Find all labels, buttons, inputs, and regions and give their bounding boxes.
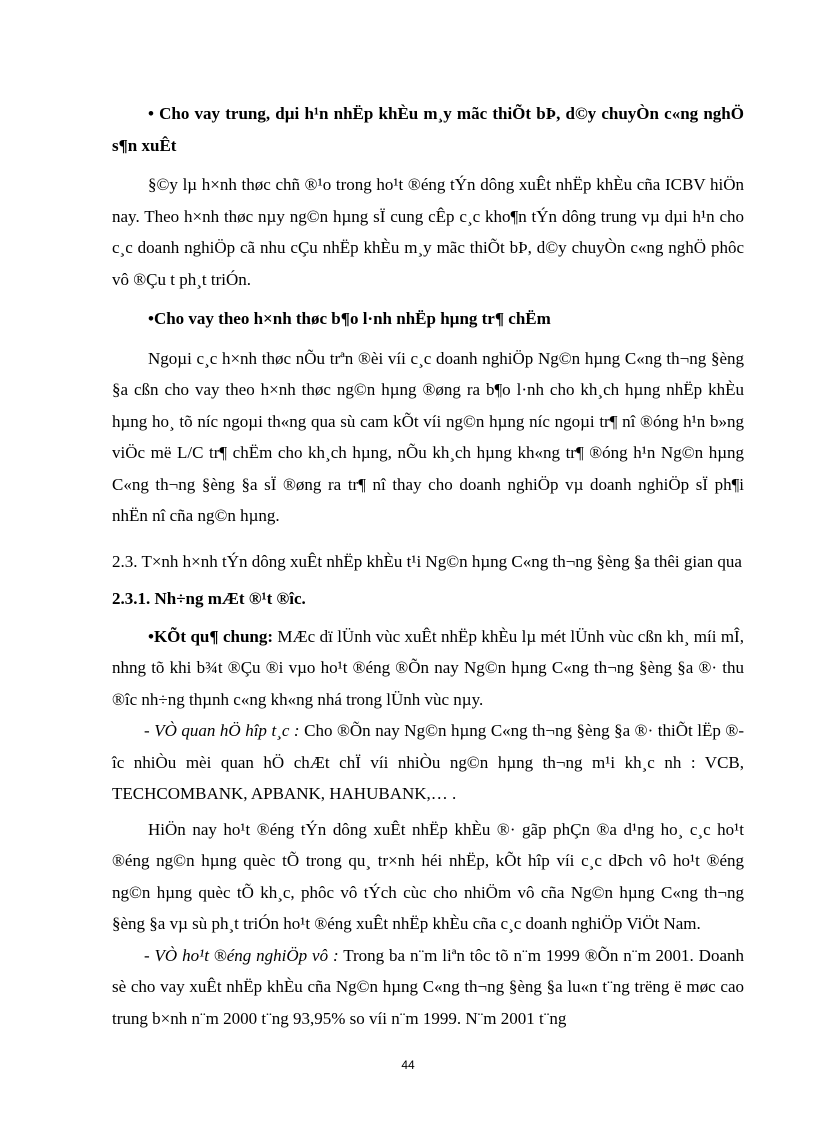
bullet-heading-medium-long-term-loans: • Cho vay trung, dµi h¹n nhËp khÈu m¸y mãc thiÕt bÞ, d©y chuyÒn c«ng nghÖ s¶n xuÊt (112, 104, 744, 155)
operations-text: Trong ba n¨m liªn tôc tõ n¨m 1999 ®Õn n¨m 2001. Doanh sè cho vay xuÊt nhËp khÈu cña Ng©n hµng C«ng th¬ng §èng §a lu«n t¨ng trëng ë møc cao trung b×nh n¨m 2000 t¨ng 93,95% so víi n¨m 1999. N¨m 2001 t¨ng (112, 945, 745, 1028)
subsection-heading-2-3-1: 2.3.1. Nh÷ng mÆt ®¹t ®îc. (112, 589, 306, 608)
cooperation-text: Cho ®Õn nay Ng©n hµng C«ng th¬ng §èng §a ®· thiÕt lËp ®îc nhiÒu mèi quan hÖ chÆt chÏ víi nhiÒu ng©n hµng th¬ng m¹i kh¸c nh : VCB, TECHCOMBANK, APBANK, HAHUBANK,… . (112, 721, 744, 803)
general-results-text: MÆc dï lÜnh vùc xuÊt nhËp khÈu lµ mét lÜnh vùc cßn kh¸ míi mÎ, nhng tõ khi b¾t ®Çu ®i vµo ho¹t ®éng ®Õn nay Ng©n hµng C«ng th¬ng §èng §a ®· thu ®îc nh÷ng thµnh c«ng kh«ng nhá trong lÜnh vùc nµy. (112, 626, 744, 709)
paragraph-cooperation (112, 715, 744, 810)
paragraph-integration: HiÖn nay ho¹t ®éng tÝn dông xuÊt nhËp khÈu ®· gãp phÇn ®a d¹ng ho¸ c¸c ho¹t ®éng ng©n hµng quèc tÕ trong qu¸ tr×nh héi nhËp, kÕt hîp víi c¸c dÞch vô ho¹t ®éng ng©n hµng quèc tÕ kh¸c, phôc vô tÝch cùc cho nhiÖm vô cña Ng©n hµng C«ng th¬ng §èng §a vµ sù ph¸t triÓn ho¹t ®éng xuÊt nhËp khÈu cña c¸c doanh nghiÖp ViÖt Nam. (112, 819, 744, 933)
bullet-heading-guarantee-loans: •Cho vay theo h×nh thøc b¶o l·nh nhËp hµng tr¶ chËm (148, 309, 551, 328)
general-results-label: •KÕt qu¶ chung: (148, 626, 274, 646)
paragraph-guarantee-loans: Ngoµi c¸c h×nh thøc nÕu trªn ®èi víi c¸c doanh nghiÖp Ng©n hµng C«ng th¬ng §èng §a cßn cho vay theo h×nh thøc ng©n hµng ®øng ra b¶o l·nh cho kh¸ch hµng nhËp khÈu hµng ho¸ tõ níc ngoµi th«ng qua sù cam kÕt víi ng©n hµng níc ngoµi tr¶ nî ®óng h¹n b»ng viÖc më L/C tr¶ chËm cho kh¸ch hµng, nÕu kh¸ch hµng kh«ng tr¶ ®óng h¹n Ng©n hµng C«ng th¬ng §èng §a sÏ ®øng ra tr¶ nî thay cho doanh nghiÖp vµ doanh nghiÖp sÏ ph¶i nhËn nî cña ng©n hµng. (112, 348, 744, 525)
cooperation-label: - VÒ quan hÖ hîp t¸c : (144, 721, 300, 740)
paragraph-medium-long-term-loans: §©y lµ h×nh thøc chñ ®¹o trong ho¹t ®éng tÝn dông xuÊt nhËp khÈu cña ICBV hiÖn nay. Theo h×nh thøc nµy ng©n hµng sÏ cung cÊp c¸c kho¶n tÝn dông trung vµ dµi h¹n cho c¸c doanh nghiÖp cã nhu cÇu nhËp khÈu m¸y mãc thiÕt bÞ, d©y chuyÒn c«ng nghÖ phôc vô ®Çu t ph¸t triÓn. (112, 175, 744, 289)
paragraph-general-results (112, 621, 744, 716)
paragraph-operations (112, 940, 744, 1035)
operations-label: - VÒ ho¹t ®éng nghiÖp vô : (144, 945, 339, 965)
page-number: 44 (401, 1058, 415, 1072)
section-heading-2-3: 2.3. T×nh h×nh tÝn dông xuÊt nhËp khÈu t¹i Ng©n hµng C«ng th¬ng §èng §a thêi gian qua (112, 551, 742, 571)
page-content (112, 98, 744, 1034)
